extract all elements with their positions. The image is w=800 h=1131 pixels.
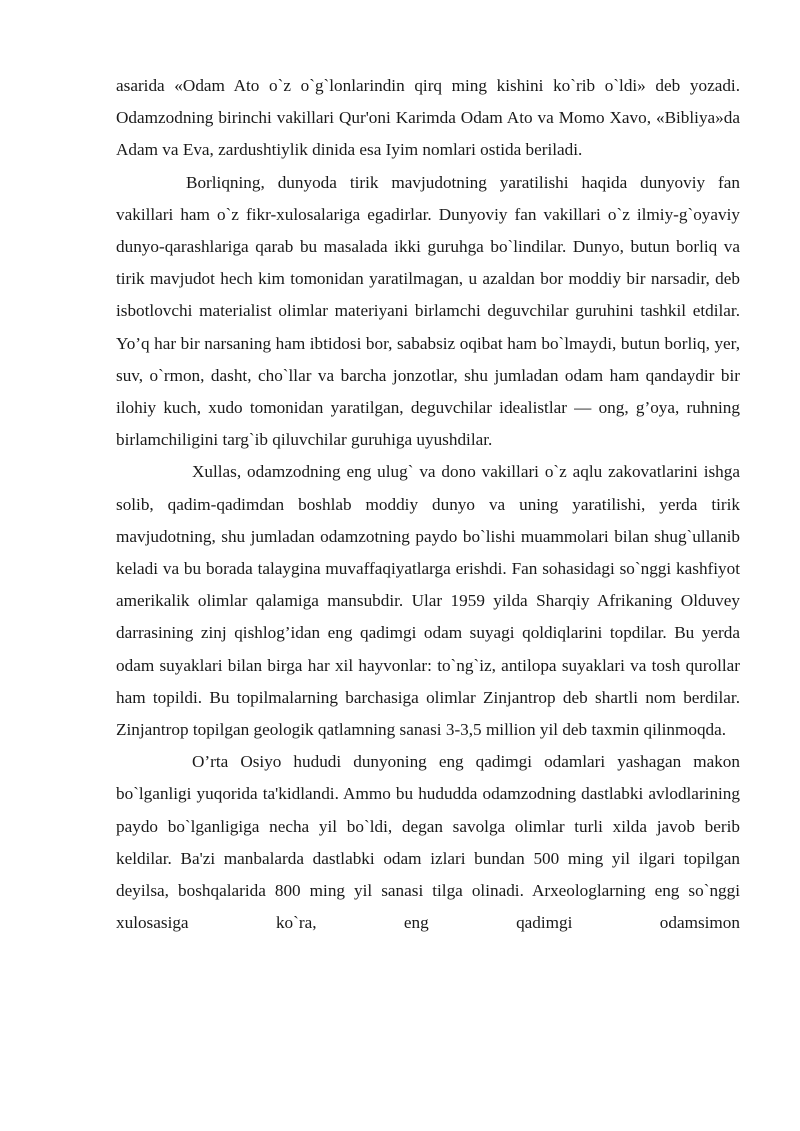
paragraph-1: asarida «Odam Ato o`z o`g`lonlarindin qirq ming kishini ko`rib o`ldi» deb yozadi. Odamzodning birinchi vakillari Qur'oni Karimda Odam Ato va Momo Xavo, «Bibliya»da Adam va Eva, zardushtiylik dinida esa Iyim nomlari ostida beriladi. (116, 76, 740, 160)
paragraph-4: O’rta Osiyo hududi dunyoning eng qadimgi odamlari yashagan makon bo`lganligi yuqorida ta'kidlandi. Ammo bu hududda odamzodning dastlabki avlodlarining paydo bo`lganligiga necha yil bo`ldi, degan savolga olimlar turli xilda javob berib keldilar. Ba'zi manbalarda dastlabki odam izlari bundan 500 ming yil ilgari topilgan deyilsa, boshqalarida 800 ming yil sanasi tilga olinadi. Arxeologlarning eng so`nggi xulosasiga ko`ra, eng qadimgi odamsimon (116, 752, 740, 933)
paragraph-3: Xullas, odamzodning eng ulug` va dono vakillari o`z aqlu zakovatlarini ishga solib, qadim-qadimdan boshlab moddiy dunyo va uning yaratilishi, yerda tirik mavjudotning, shu jumladan odamzotning paydo bo`lishi muammolari bilan shug`ullanib keladi va bu borada talaygina muvaffaqiyatlarga erishdi. Fan sohasidagi so`nggi kashfiyot amerikalik olimlar qalamiga mansubdir. Ular 1959 yilda Sharqiy Afrikaning Olduvey darrasining zinj qishlog’idan eng qadimgi odam suyagi qoldiqlarini topdilar. Bu yerda odam suyaklari bilan birga har xil hayvonlar: to`ng`iz, antilopa suyaklari va tosh qurollar ham topildi. Bu topilmalarning barchasiga olimlar Zinjantrop deb shartli nom berdilar. Zinjantrop topilgan geologik qatlamning sanasi 3-3,5 million yil deb taxmin qilinmoqda. (116, 462, 740, 740)
paragraph-2: Borliqning, dunyoda tirik mavjudotning yaratilishi haqida dunyoviy fan vakillari ham o`z fikr-xulosalariga egadirlar. Dunyoviy fan vakillari o`z ilmiy-g`oyaviy dunyo-qarashlariga qarab bu masalada ikki guruhga bo`lindilar. Dunyo, butun borliq va tirik mavjudot hech kim tomonidan yaratilmagan, u azaldan bor moddiy bir narsadir, deb isbotlovchi materialist olimlar materiyani birlamchi deguvchilar guruhini tashkil etdilar. Yo’q har bir narsaning ham ibtidosi bor, sababsiz oqibat ham bo`lmaydi, butun borliq, yer, suv, o`rmon, dasht, cho`llar va barcha jonzotlar, shu jumladan odam ham qandaydir bir ilohiy kuch, xudo tomonidan yaratilgan, deguvchilar idealistlar — ong, g’oya, ruhning birlamchiligini targ`ib qiluvchilar guruhiga uyushdilar. (116, 172, 740, 450)
document-body (116, 70, 740, 939)
